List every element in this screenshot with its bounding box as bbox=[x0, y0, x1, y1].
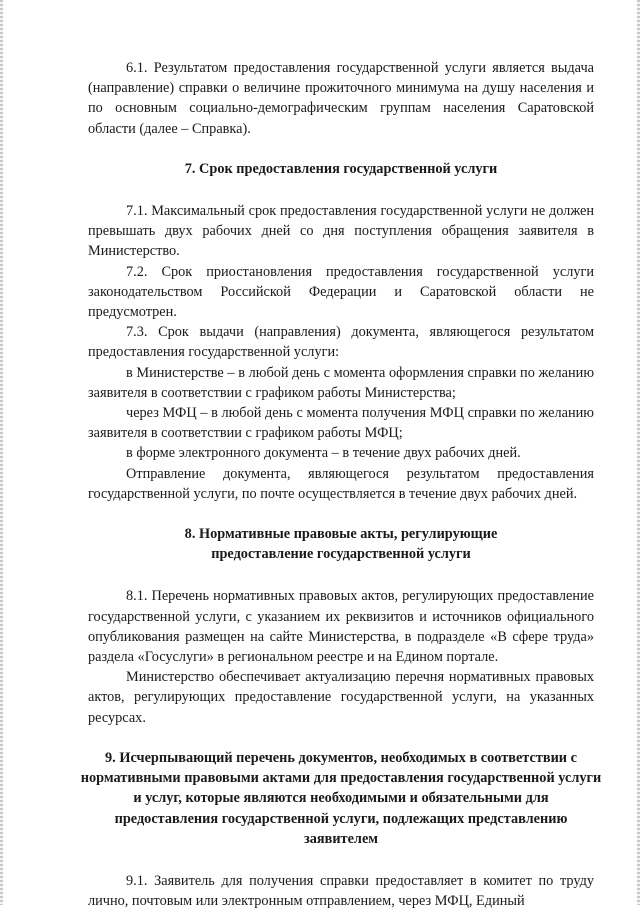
paragraph-7-3-electronic: в форме электронного документа – в течение двух рабочих дней. bbox=[126, 445, 521, 462]
paragraph-7-3-ministry: в Министерстве – в любой день с момента оформления справки по желанию заявителя в соответствии с графиком работы Министерства; bbox=[88, 364, 594, 401]
paragraph-9-1: 9.1. Заявитель для получения справки предоставляет в комитет по труду лично, почтовым или электронным отправлением, через МФЦ, Единый bbox=[88, 872, 594, 910]
paragraph-7-3-mfc: через МФЦ – в любой день с момента получения МФЦ справки по желанию заявителя в соответствии с графиком работы МФЦ; bbox=[88, 405, 594, 442]
heading-section-7: 7. Срок предоставления государственной услуги bbox=[184, 160, 498, 177]
paragraph-8-2: Министерство обеспечивает актуализацию перечня нормативных правовых актов, регулирующих предоставление государственной услуги, на указанных ресурсах. bbox=[88, 669, 594, 726]
paragraph-7-2: 7.2. Срок приостановления предоставления государственной услуги законодательством Российской Федерации и Саратовской области не предусмотрен. bbox=[88, 263, 594, 321]
paragraph-7-3: 7.3. Срок выдачи (направления) документа, являющегося результатом предоставления государственной услуги: bbox=[88, 324, 594, 361]
scan-edge-left bbox=[0, 0, 3, 905]
heading-section-8 bbox=[88, 524, 594, 564]
document-page bbox=[80, 58, 602, 911]
paragraph-6-1: 6.1. Результатом предоставления государственной услуги является выдача (направление) справки о величине прожиточного минимума на душу населения и по основным социально-демографическим группам населения Саратовской области (далее – Справка). bbox=[88, 60, 594, 137]
heading-section-9: 9. Исчерпывающий перечень документов, необходимых в соответствии с нормативными правовыми актами для предоставления государственной услуги и услуг, которые являются необходимыми и обязательными для предоставления государственной услуги, подлежащих представлению заявителем bbox=[80, 749, 602, 847]
heading-section-8-line2: предоставление государственной услуги bbox=[211, 546, 471, 563]
paragraph-7-1: 7.1. Максимальный срок предоставления государственной услуги не должен превышать двух рабочих дней со дня поступления обращения заявителя в Министерство. bbox=[88, 203, 594, 260]
paragraph-7-3-mail: Отправление документа, являющегося результатом предоставления государственной услуги, по почте осуществляется в течение двух рабочих дней. bbox=[88, 465, 594, 502]
paragraph-8-1: 8.1. Перечень нормативных правовых актов, регулирующих предоставление государственной услуги, с указанием их реквизитов и источников официального опубликования размещен на сайте Министерства, в подразделе «В сфере труда» раздела «Госуслуги» в региональном реестре и на Едином портале. bbox=[88, 588, 594, 666]
heading-section-8-line1: 8. Нормативные правовые акты, регулирующие bbox=[184, 526, 498, 543]
